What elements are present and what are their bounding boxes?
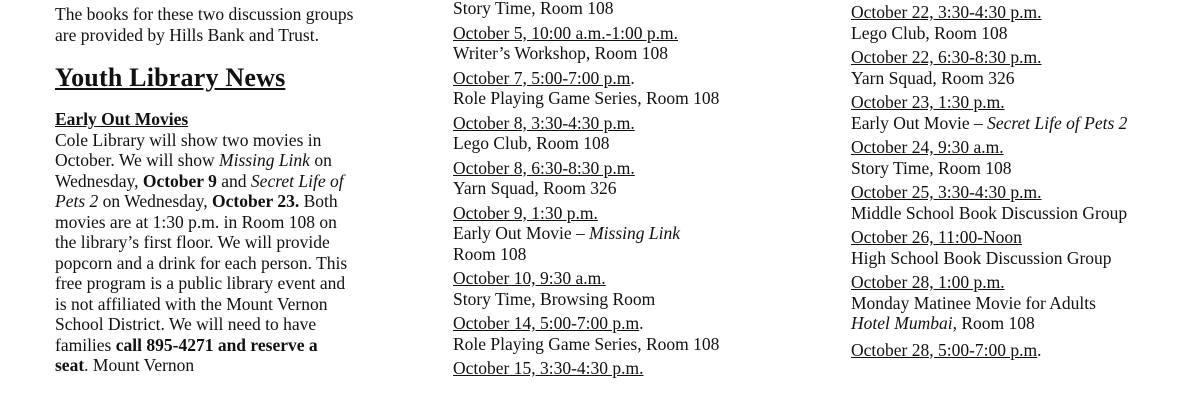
event-description <box>453 334 793 355</box>
text-run: High School Book Discussion Group <box>851 247 1112 268</box>
event-date <box>453 113 793 134</box>
event-entry <box>453 23 793 64</box>
text-run: Middle School Book Discussion Group <box>851 202 1128 223</box>
event-entry <box>851 137 1191 178</box>
event-date-text: October 24, 9:30 a.m. <box>851 137 1004 157</box>
text-run: on Wednesday, <box>55 150 332 191</box>
event-date <box>453 158 793 179</box>
event-date-text: October 28, 1:00 p.m. <box>851 272 1005 292</box>
event-description <box>851 293 1191 314</box>
event-date <box>851 2 1191 23</box>
event-date-text: October 7, 5:00-7:00 p.m <box>453 67 631 88</box>
event-date <box>453 268 793 289</box>
event-description <box>851 113 1191 134</box>
event-description <box>453 88 793 109</box>
event-entry <box>851 340 1191 361</box>
event-date-text: October 28, 5:00-7:00 p.m <box>851 339 1038 360</box>
bold-text: October 9 <box>142 170 217 191</box>
event-date-text: October 14, 5:00-7:00 p.m <box>453 313 640 333</box>
text-run: on Wednesday, <box>98 191 213 211</box>
text-run: Story Time, Browsing Room <box>453 288 656 309</box>
event-entry <box>453 113 793 154</box>
date-suffix: . <box>1037 339 1042 360</box>
event-entry <box>851 47 1191 88</box>
event-date <box>453 358 793 379</box>
event-date-text: October 15, 3:30-4:30 p.m. <box>453 358 644 378</box>
event-date <box>453 68 793 89</box>
event-entry <box>453 203 793 265</box>
italic-title: Secret Life of Pets 2 <box>987 112 1128 133</box>
text-run: Writer’s Workshop, Room 108 <box>453 43 669 63</box>
italic-title: Hotel Mumbai, <box>851 313 957 333</box>
bold-text: October 23. <box>212 191 300 211</box>
text-run: and <box>216 170 251 191</box>
text-run: Lego Club, Room 108 <box>453 133 610 153</box>
event-date <box>851 137 1191 158</box>
event-date-text: October 22, 3:30-4:30 p.m. <box>851 2 1042 22</box>
event-date <box>453 203 793 224</box>
event-location <box>851 313 1191 334</box>
event-description <box>453 289 793 310</box>
event-date <box>453 313 793 334</box>
event-description <box>851 23 1191 44</box>
event-date-text: October 5, 10:00 a.m.-1:00 p.m. <box>453 22 679 43</box>
event-description <box>453 178 793 199</box>
event-date-text: October 9, 1:30 p.m. <box>453 202 598 223</box>
article-subheading: Early Out Movies <box>55 109 189 129</box>
event-location: Room 108 <box>453 243 527 264</box>
article-body <box>55 130 355 376</box>
event-description <box>851 248 1191 269</box>
event-date-text: October 8, 3:30-4:30 p.m. <box>453 112 635 133</box>
event-date-text: October 8, 6:30-8:30 p.m. <box>453 157 635 178</box>
event-description: Story Time, Room 108 <box>453 0 614 18</box>
event-date <box>851 182 1191 203</box>
event-entry <box>851 92 1191 133</box>
text-run: Yarn Squad, Room 326 <box>851 67 1015 88</box>
event-description <box>453 133 793 154</box>
italic-title: Missing Link <box>219 150 310 170</box>
text-run: . Mount Vernon <box>84 355 195 375</box>
event-entry <box>851 2 1191 43</box>
event-entry <box>851 182 1191 223</box>
intro-paragraph: The books for these two discussion groups are provided by Hills Bank and Trust. <box>55 4 354 45</box>
event-date <box>851 92 1191 113</box>
event-date <box>851 340 1191 361</box>
italic-title: Missing Link <box>589 223 681 243</box>
event-date <box>453 23 793 44</box>
text-run: Monday Matinee Movie for Adults <box>851 292 1096 313</box>
event-entry <box>851 227 1191 268</box>
italic-title: Secret Life of Pets 2 <box>55 170 344 211</box>
text-run: Yarn Squad, Room 326 <box>453 178 617 198</box>
column-events-late <box>851 0 1191 360</box>
text-run: Story Time, Room 108 <box>851 157 1012 178</box>
event-date-text: October 26, 11:00-Noon <box>851 227 1022 247</box>
date-suffix: . <box>639 313 644 333</box>
event-description <box>453 43 793 64</box>
event-entry <box>453 358 793 379</box>
event-entry <box>453 68 793 109</box>
column-events-early <box>453 0 793 379</box>
event-description <box>851 203 1191 224</box>
event-date-text: October 22, 6:30-8:30 p.m. <box>851 47 1042 67</box>
event-description <box>851 68 1191 89</box>
text-run: Lego Club, Room 108 <box>851 22 1008 43</box>
text-run: Cole Library will show two movies in October. We will show <box>55 129 322 170</box>
text-run: Role Playing Game Series, Room 108 <box>453 88 720 108</box>
event-date <box>851 47 1191 68</box>
event-date-text: October 23, 1:30 p.m. <box>851 92 1005 112</box>
event-date <box>851 227 1191 248</box>
text-run: Early Out Movie – <box>851 112 988 133</box>
text-run: Room 108 <box>956 313 1035 333</box>
event-description <box>851 158 1191 179</box>
text-run: Both movies are at 1:30 p.m. in Room 108 on the library’s first floor. We will provide popcorn and a drink for each person. This free program is a public library event and is not affiliated with the Mount Vernon School District. We will need to have families <box>55 191 348 355</box>
text-run: Early Out Movie – <box>453 223 590 243</box>
event-date-text: October 25, 3:30-4:30 p.m. <box>851 182 1042 202</box>
column-youth-news <box>55 4 355 376</box>
date-suffix: . <box>630 67 635 88</box>
event-date <box>851 272 1191 293</box>
bold-text: call 895-4271 and reserve a seat <box>55 334 318 375</box>
event-description <box>453 223 793 244</box>
event-entry <box>851 272 1191 334</box>
section-heading: Youth Library News <box>55 63 286 92</box>
event-entry <box>453 313 793 354</box>
event-entry <box>453 158 793 199</box>
event-entry <box>453 268 793 309</box>
text-run: Role Playing Game Series, Room 108 <box>453 333 720 354</box>
event-date-text: October 10, 9:30 a.m. <box>453 268 606 288</box>
